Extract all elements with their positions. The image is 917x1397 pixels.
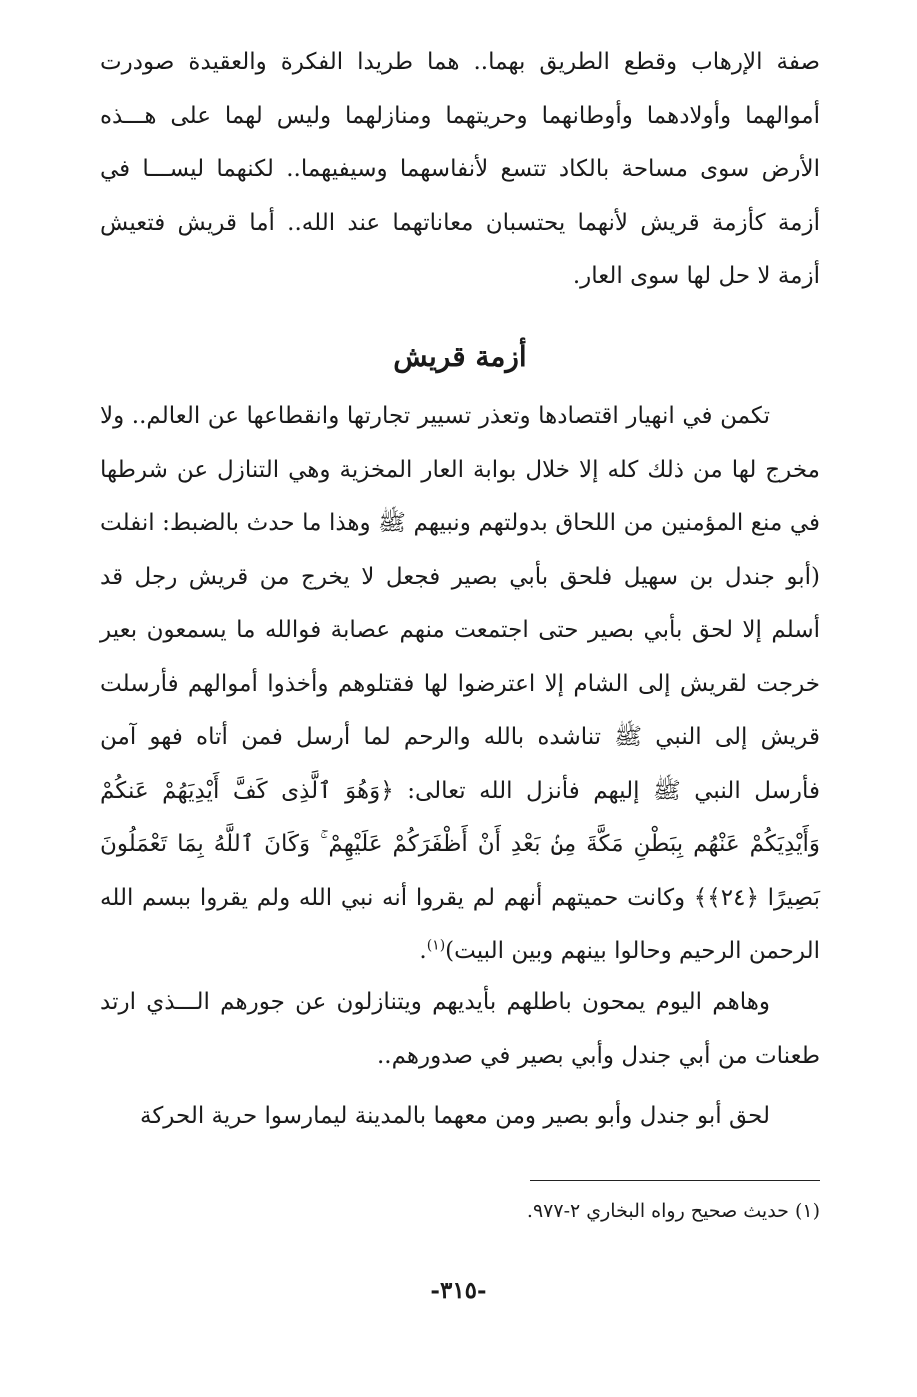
paragraph-text: لحق أبو جندل وأبو بصير ومن معهما بالمدينة ليمارسوا حرية الحركة <box>140 1103 770 1129</box>
paragraph-text: وهاهم اليوم يمحون باطلهم بأيديهم ويتنازلون عن جورهم الـــذي ارتد طعنات من أبي جندل وأبي بصير في صدورهم.. <box>100 989 820 1069</box>
footnote-divider <box>530 1180 820 1181</box>
paragraph-text: صفة الإرهاب وقطع الطريق بهما.. هما طريدا الفكرة والعقيدة صودرت أموالهما وأولادهما وأوطانهما وحريتهما ومنازلهما وليس لهما على هـــذه الأرض سوى مساحة بالكاد تتسع لأنفاسهما وسيفيهما.. لكنهما ليســـا في أزمة كأزمة قريش لأنهما يحتسبان معاناتهما عند الله.. أما قريش فتعيش أزمة لا حل لها سوى العار. <box>100 49 820 289</box>
paragraph-end-mark: . <box>419 938 427 964</box>
paragraph-medina <box>100 1090 820 1144</box>
footnote: (١) حديث صحيح رواه البخاري ٢-٩٧٧. <box>526 1200 820 1222</box>
section-heading: أزمة قريش <box>393 340 527 373</box>
page-number: -٣١٥- <box>430 1277 487 1304</box>
paragraph-quraysh-crisis <box>100 390 820 979</box>
paragraph-body: تكمن في انهيار اقتصادها وتعذر تسيير تجارتها وانقطاعها عن العالم.. ولا مخرج لها من ذلك كله إلا خلال بوابة العار المخزية وهي التنازل عن شرطها في منع المؤمنين من اللحاق بدولتهم ونبيهم ﷺ وهذا ما حدث بالضبط: انفلت (أبو جندل بن سهيل فلحق بأبي بصير فجعل لا يخرج من قريش رجل قد أسلم إلا لحق بأبي بصير حتى اجتمعت منهم عصابة فوالله ما يسمعون بعير خرجت لقريش إلى الشام إلا اعترضوا لها فقتلوهم وأخذوا أموالهم فأرسلت قريش إلى النبي ﷺ تناشده بالله والرحم لما أرسل فمن أتاه فهو آمن فأرسل النبي ﷺ إليهم فأنزل الله تعالى: ﴿وَهُوَ ٱلَّذِى كَفَّ أَيْدِيَهُمْ عَنكُمْ وَأَيْدِيَكُمْ عَنْهُم بِبَطْنِ مَكَّةَ مِنۢ بَعْدِ أَنْ أَظْفَرَكُمْ عَلَيْهِمْ ۚ وَكَانَ ٱللَّهُ بِمَا تَعْمَلُونَ بَصِيرًا ﴿٢٤﴾﴾ وكانت حميتهم أنهم لم يقروا أنه نبي الله ولم يقروا ببسم الله الرحمن الرحيم وحالوا بينهم وبين البيت) <box>100 403 821 964</box>
paragraph-text <box>100 390 820 979</box>
footnote-reference[interactable]: (١) <box>426 937 446 954</box>
paragraph-today <box>100 976 820 1083</box>
paragraph-intro <box>100 36 820 304</box>
